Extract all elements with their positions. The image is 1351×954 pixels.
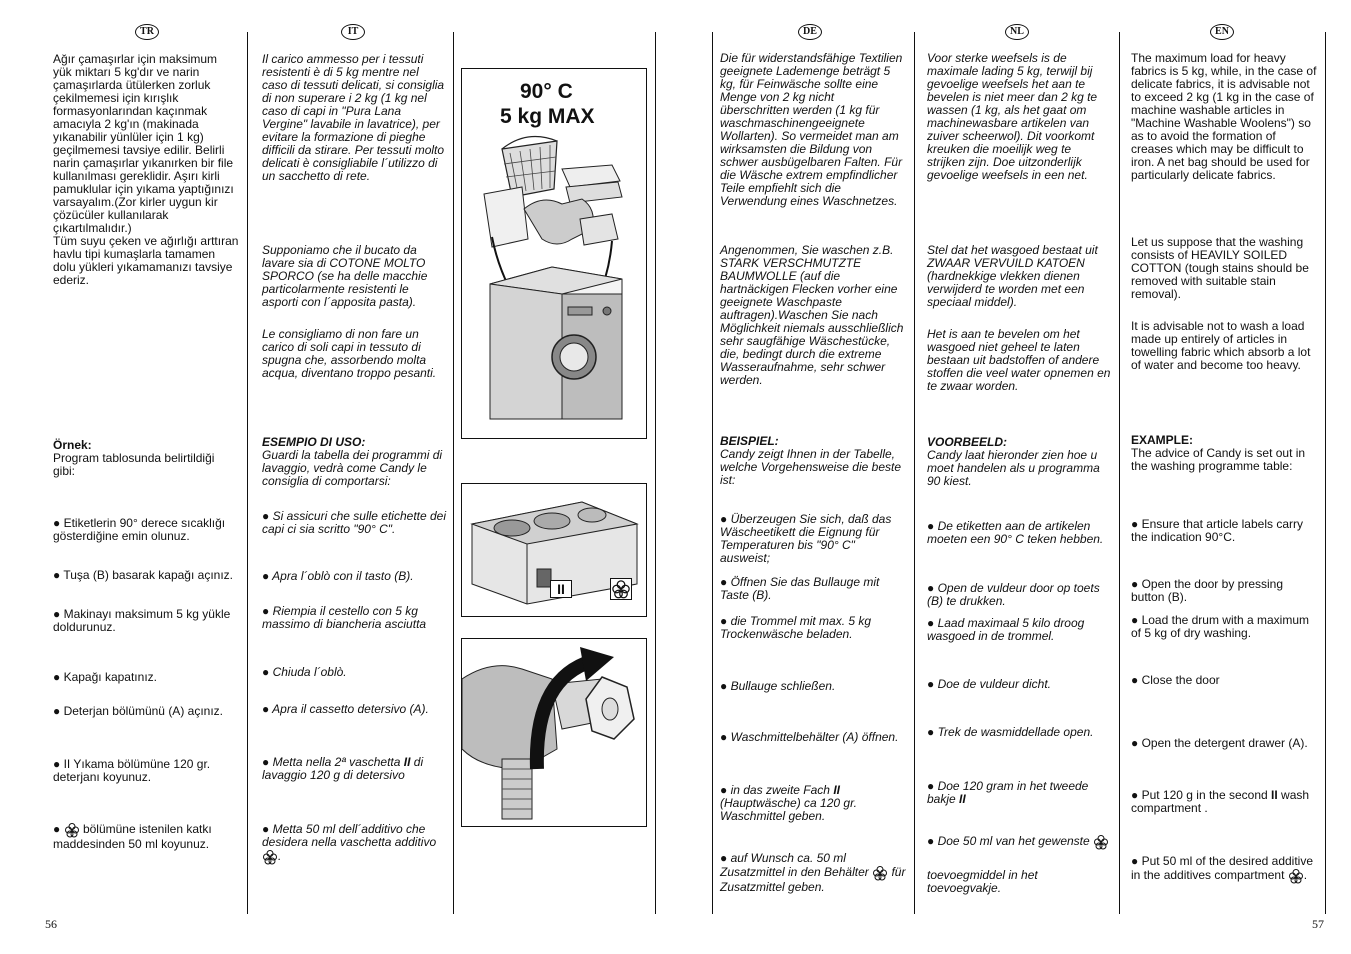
flower-icon [611, 579, 631, 599]
de-step-6: ● in das zweite Fach II (Hauptwäsche) ca 120 gr. Waschmittel geben. [720, 783, 857, 823]
en-step-3: ● Load the drum with a maximum of 5 kg of dry washing. [1131, 613, 1309, 640]
tr-step-6: ● II Yıkama bölümüne 120 gr. deterjanı koyunuz. [53, 757, 211, 784]
nl-step-1: ● De etiketten aan de artikelen moeten een 90° C teken hebben. [927, 519, 1104, 546]
figure-door-knob [461, 638, 647, 827]
it-example: ESEMPIO DI USO: Guardi la tabella dei programmi di lavaggio, vedrà come Candy le consiglia di comportarsi: [262, 435, 443, 488]
tr-step-3: ● Makinayı maksimum 5 kg yükle doldurunuz. [53, 607, 231, 634]
tr-step-1: ● Etiketlerin 90° derece sıcaklığı gösterdiğine emin olunuz. [53, 516, 226, 543]
de-step-5: ● Waschmittelbehälter (A) öffnen. [720, 730, 899, 744]
it-step-6: ● Metta nella 2ª vaschetta II di lavaggio 120 g di detersivo [262, 755, 424, 782]
lang-tag-de: DE [798, 24, 822, 40]
it-step-5: ● Apra il cassetto detersivo (A). [262, 702, 429, 716]
nl-example: VOORBEELD: Candy laat hieronder zien hoe u moet handelen als u programma 90 kiest. [927, 435, 1100, 488]
page-number-right: 57 [1312, 917, 1324, 931]
it-step-7: ● Metta 50 ml dell´additivo che desidera nella vaschetta additivo . [262, 822, 437, 864]
door-rotate-illustration [462, 639, 646, 826]
de-step-1: ● Überzeugen Sie sich, daß das Wäscheetikett die Eignung für Temperaturen bis "90° C" ausweist; [720, 512, 892, 565]
tr-example-title: Örnek: [53, 438, 92, 452]
de-para-2: Angenommen, Sie waschen z.B. STARK VERSCHMUTZTE BAUMWOLLE (auf die hartnäckigen Flecken vorher eine geeignete Waschpaste auftragen).Waschen Sie nach Möglichkeit niemals ausschließlich sehr saugfähige Wäschestücke, die, bedingt durch die extreme Wasseraufnahme, sehr schwer werden. [720, 243, 904, 387]
de-step-3: ● die Trommel mit max. 5 kg Trockenwäsche beladen. [720, 614, 872, 641]
de-example: BEISPIEL: Candy zeigt Ihnen in der Tabelle, welche Vorgehensweise die beste ist: [720, 434, 902, 487]
it-example-title: ESEMPIO DI USO: [262, 435, 366, 449]
flower-icon [262, 849, 278, 865]
rule-4 [712, 32, 713, 914]
rule-3 [655, 32, 656, 914]
figure-drawer [461, 483, 647, 617]
nl-para-1: Voor sterke weefsels is de maximale lading 5 kg, terwijl bij gevoelige weefsels het aan te bevelen is niet meer dan 2 kg te wassen (1 kg, als het gaat om machinewasbare artikelen van zuiver scheerwol). Dit voorkomt kreuken die moeilijk weg te strijken zijn. Doe uitzonderlijk gevoelige weefsels in een net. [927, 51, 1098, 182]
tr-step-5: ● Deterjan bölümünü (A) açınız. [53, 704, 223, 718]
en-example: EXAMPLE: The advice of Candy is set out in the washing programme table: [1131, 433, 1306, 473]
nl-para-3: Het is aan te bevelen om het wasgoed niet geheel te laten bestaan uit badstoffen of andere stoffen die veel water opnemen en te zwaar worden. [927, 327, 1111, 393]
it-para-2: Supponiamo che il bucato da lavare sia di COTONE MOLTO SPORCO (se ha delle macchie particolarmente resistenti le asporti con l´apposita pasta). [262, 243, 428, 309]
it-para-1: Il carico ammesso per i tessuti resistenti è di 5 kg mentre nel caso di tessuti delicati, si consiglia di non superare i 2 kg (1 kg nel caso di capi in "Pura Lana Vergine" lavabile in lavatrice), per evitare la formazione di pieghe difficili da stirare. Per tessuti molto delicati è consigliabile l´utilizzo di un sacchetto di rete. [262, 52, 445, 183]
nl-step-4: ● Doe de vuldeur dicht. [927, 677, 1051, 691]
rule-5 [914, 32, 915, 914]
nl-step-3: ● Laad maximaal 5 kilo droog wasgoed in de trommel. [927, 616, 1085, 643]
de-example-title: BEISPIEL: [720, 434, 779, 448]
flower-icon [872, 865, 888, 881]
en-para-2: Let us suppose that the washing consists of HEAVILY SOILED COTTON (tough stains should be removed with suitable stain removal). [1131, 235, 1309, 301]
rule-7 [1325, 32, 1326, 914]
nl-para-2: Stel dat het wasgoed bestaat uit ZWAAR VERVUILD KATOEN (hardnekkige vlekken dienen verwijderd te worden met een speciaal middel). [927, 243, 1098, 309]
nl-step-5: ● Trek de wasmiddellade open. [927, 725, 1094, 739]
tr-step-2: ● Tuşa (B) basarak kapağı açınız. [53, 568, 233, 582]
en-para-3: It is advisable not to wash a load made up entirely of articles in towelling fabric which absorb a lot of water and become too heavy. [1131, 319, 1311, 372]
de-para-1: Die für widerstandsfähige Textilien geeignete Lademenge beträgt 5 kg, für Feinwäsche sollte eine Menge von 2 kg nicht überschritten werden (1 kg für waschmaschinengeeignete Wollarten). So vermeidet man am wirksamsten die Bildung von schwer ausbügelbaren Falten. Für die Wäsche extrem empfindlicher Teile empfiehlt sich die Verwendung eines Waschnetzes. [720, 51, 903, 208]
figure-load [461, 68, 647, 439]
it-step-3: ● Riempia il cestello con 5 kg massimo di biancheria asciutta [262, 604, 427, 631]
en-step-4: ● Close the door [1131, 673, 1220, 687]
figure-load-max: 5 kg MAX [500, 105, 595, 128]
tr-step-4: ● Kapağı kapatınız. [53, 670, 157, 684]
en-step-6: ● Put 120 g in the second II wash compartment . [1131, 788, 1310, 815]
lang-tag-it: IT [341, 24, 365, 40]
de-step-2: ● Öffnen Sie das Bullauge mit Taste (B). [720, 575, 880, 602]
flower-icon [64, 822, 80, 838]
lang-tag-tr: TR [135, 24, 159, 40]
lang-tag-en: EN [1210, 24, 1234, 40]
en-step-1: ● Ensure that article labels carry the indication 90°C. [1131, 517, 1303, 544]
it-para-3: Le consigliamo di non fare un carico di soli capi in tessuto di spugna che, assorbendo molta acqua, diventano troppo pesanti. [262, 327, 437, 380]
figure-temp: 90° C [520, 80, 573, 103]
it-step-4: ● Chiuda l´oblò. [262, 665, 347, 679]
de-step-7: ● auf Wunsch ca. 50 ml Zusatzmittel in den Behälter für Zusatzmittel geben. [720, 851, 906, 894]
nl-example-title: VOORBEELD: [927, 435, 1008, 449]
nl-step-7: ● Doe 50 ml van het gewenste [927, 834, 1111, 850]
en-example-title: EXAMPLE: [1131, 433, 1194, 447]
nl-step-7-cont: toevoegmiddel in het toevoegvakje. [927, 868, 1038, 895]
en-step-2: ● Open the door by pressing button (B). [1131, 577, 1284, 604]
en-para-1: The maximum load for heavy fabrics is 5 kg, while, in the case of delicate fabrics, it is advisable not to exceed 2 kg (1 kg in the case of machine washable articles in "Machine Washable Woolens") so as to avoid the formation of creases which may be difficult to iron. A net bag should be used for particularly delicate fabrics. [1131, 51, 1317, 182]
it-step-1: ● Si assicuri che sulle etichette dei capi ci sia scritto "90° C". [262, 509, 447, 536]
rule-1 [247, 32, 248, 914]
en-step-5: ● Open the detergent drawer (A). [1131, 736, 1308, 750]
flower-icon [1093, 834, 1109, 850]
nl-step-2: ● Open de vuldeur door op toets (B) te drukken. [927, 581, 1100, 608]
it-step-2: ● Apra l´oblò con il tasto (B). [262, 569, 414, 583]
tr-step-7: ● bölümüne istenilen katkı maddesinden 50 ml koyunuz. [53, 822, 212, 851]
tr-intro: Ağır çamaşırlar için maksimum yük miktarı 5 kg'dır ve narin çamaşırlarda ütülerken zorluk çekilmemesi için kırışlık formasyonlarından kaçınmak amacıyla 2 kg'ın (makinada yıkanabilir yünlüler için 1 kg) geçilmemesi tavsiye edilir. Belirli narin çamaşırlar yıkanırken bir file kullanılması gereklidir. Aşırı kirli pamuklular için yıkama yaptığınızı varsayalım.(Zor kirler uygun kir çözücüler kullanılarak çıkartılmalıdır.) Tüm suyu çeken ve ağırlığı arttıran havlu tipi kumaşlarla tamamen dolu yükleri yıkamamanızı tavsiye ederiz. [53, 52, 239, 287]
additive-compartment-label [610, 578, 632, 600]
tr-example: Örnek: Program tablosunda belirtildiği gibi: [53, 438, 215, 478]
compartment-ii-label: II [550, 580, 572, 598]
rule-6 [1119, 32, 1120, 914]
laundry-machine-illustration [462, 69, 646, 438]
de-step-4: ● Bullauge schließen. [720, 679, 836, 693]
flower-icon [1288, 868, 1304, 884]
lang-tag-nl: NL [1005, 24, 1029, 40]
page-number-left: 56 [45, 917, 57, 931]
rule-2 [453, 32, 454, 914]
nl-step-6: ● Doe 120 gram in het tweede bakje II [927, 779, 1089, 806]
en-step-7: ● Put 50 ml of the desired additive in the additives compartment . [1131, 854, 1314, 883]
